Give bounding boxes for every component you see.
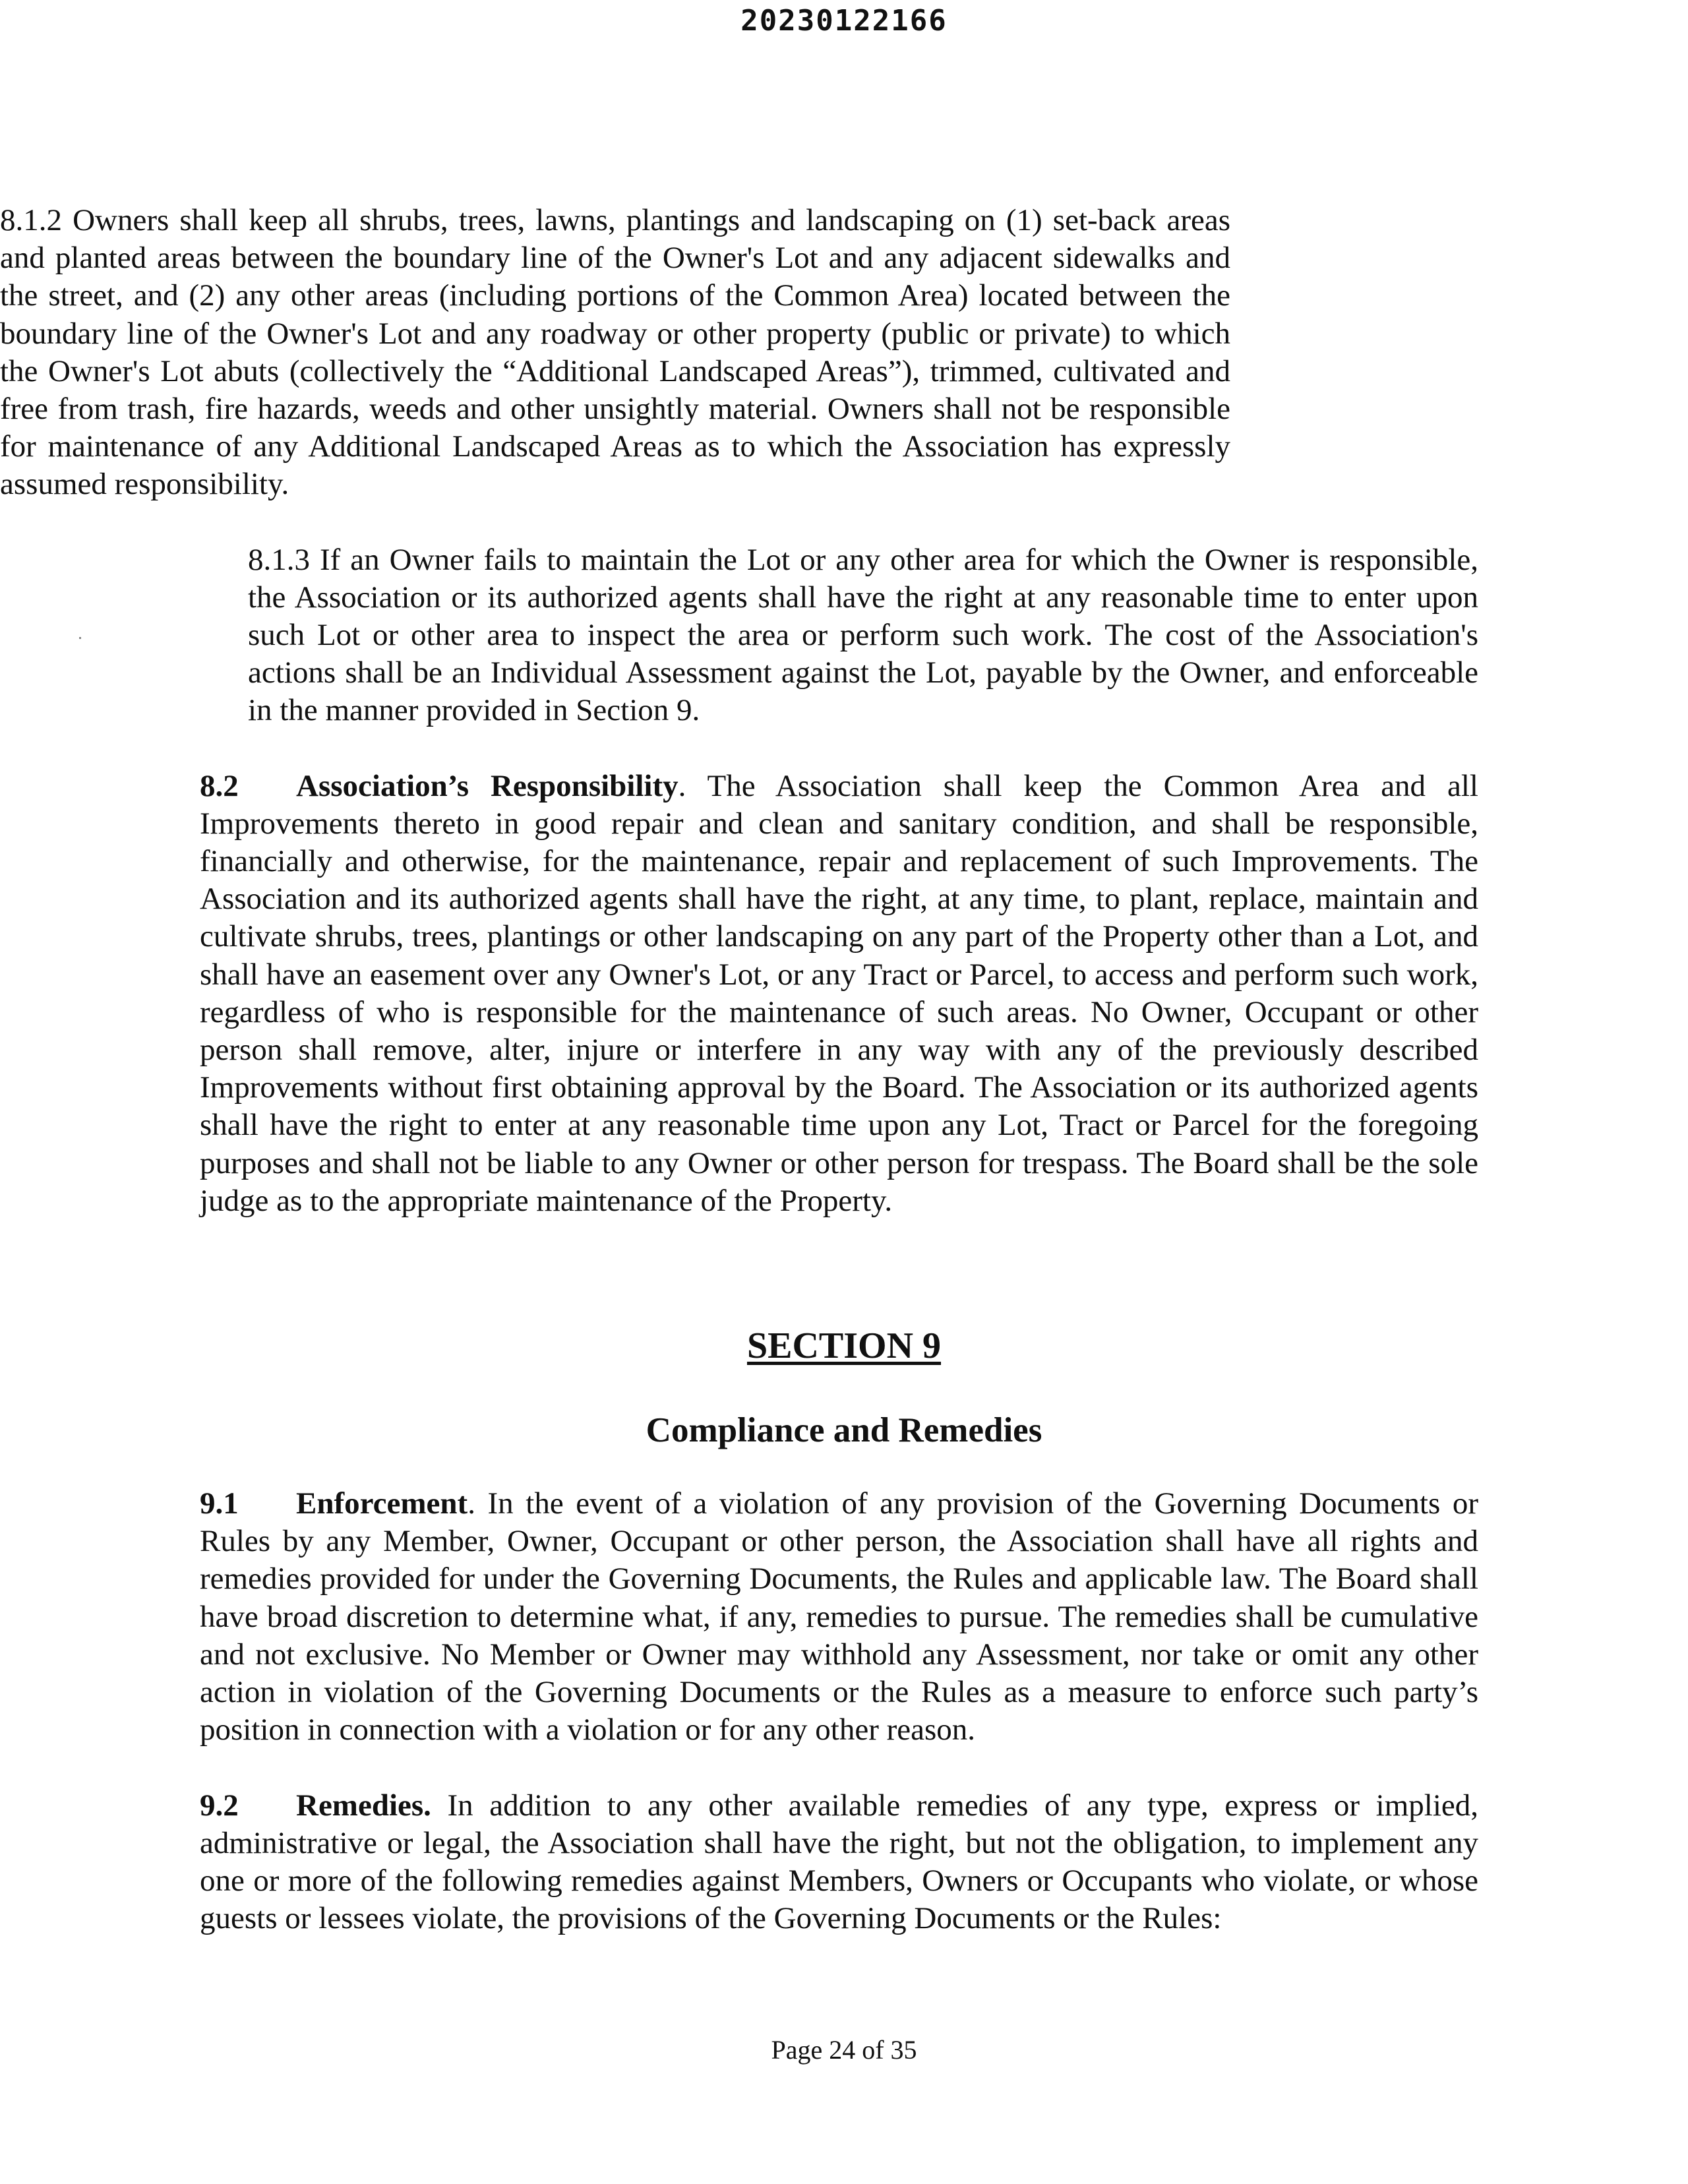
paragraph-number: 8.2: [200, 768, 239, 803]
paragraph-8-2: [200, 768, 1478, 1220]
recording-number: 20230122166: [740, 4, 948, 38]
paragraph-number: 9.2: [200, 1788, 239, 1823]
paragraph-8-1-3: 8.1.3 If an Owner fails to maintain the Lot or any other area for which the Owner is responsible, the Association or its authorized agents shall have the right at any reasonable time to enter upon such Lot or other area to inspect the area or perform such work. The cost of the Association's actions shall be an Individual Assessment against the Lot, payable by the Owner, and enforceable in the manner provided in Section 9.: [248, 542, 1478, 728]
paragraph-heading: Remedies.: [296, 1788, 431, 1823]
section-title: SECTION 9: [746, 1325, 942, 1367]
paragraph-text: In addition to any other available remedies of any type, express or implied, administrative or legal, the Association shall have the right, but not the obligation, to implement any one or more of the following remedies against Members, Owners or Occupants who violate, or whose guests or lessees violate, the provisions of the Governing Documents or the Rules:: [200, 1788, 1478, 1936]
paragraph-heading: Association’s Responsibility: [296, 768, 678, 803]
paragraph-9-2: [200, 1787, 1478, 1938]
paragraph-text: . The Association shall keep the Common Area and all Improvements thereto in good repair and clean and sanitary condition, and shall be responsible, financially and otherwise, for the maintenance, repair and replacement of such Improvements. The Association and its authorized agents shall have the right, at any time, to plant, replace, maintain and cultivate shrubs, trees, plantings or other landscaping on any part of the Property other than a Lot, and shall have an easement over any Owner's Lot, or any Tract or Parcel, to access and perform such work, regardless of who is responsible for the maintenance of such areas. No Owner, Occupant or other person shall remove, alter, injure or interfere in any way with any of the previously described Improvements without first obtaining approval by the Board. The Association or its authorized agents shall have the right to enter at any reasonable time upon any Lot, Tract or Parcel for the foregoing purposes and shall not be liable to any Owner or other person for trespass. The Board shall be the sole judge as to the appropriate maintenance of the Property.: [200, 768, 1478, 1218]
paragraph-heading: Enforcement: [296, 1486, 468, 1521]
document-body: [0, 202, 1688, 1937]
paragraph-text: . In the event of a violation of any provision of the Governing Documents or Rules by any Member, Owner, Occupant or other person, the Association shall have all rights and remedies provided for under the Governing Documents, the Rules and applicable law. The Board shall have broad discretion to determine what, if any, remedies to pursue. The remedies shall be cumulative and not exclusive. No Member or Owner may withhold any Assessment, nor take or omit any other action in violation of the Governing Documents or the Rules as a measure to enforce such party’s position in connection with a violation or for any other reason.: [200, 1486, 1478, 1747]
paragraph-8-1-2: 8.1.2 Owners shall keep all shrubs, trees, lawns, plantings and landscaping on (1) set-back areas and planted areas between the boundary line of the Owner's Lot and any adjacent sidewalks and the street, and (2) any other areas (including portions of the Common Area) located between the boundary line of the Owner's Lot and any roadway or other property (public or private) to which the Owner's Lot abuts (collectively the “Additional Landscaped Areas”), trimmed, cultivated and free from trash, fire hazards, weeds and other unsightly material. Owners shall not be responsible for maintenance of any Additional Landscaped Areas as to which the Association has expressly assumed responsibility.: [0, 203, 1230, 502]
paragraph-number: 9.1: [200, 1486, 239, 1521]
section-subtitle: Compliance and Remedies: [646, 1411, 1042, 1450]
paragraph-9-1: [200, 1485, 1478, 1749]
page-number: Page 24 of 35: [771, 2035, 917, 2065]
